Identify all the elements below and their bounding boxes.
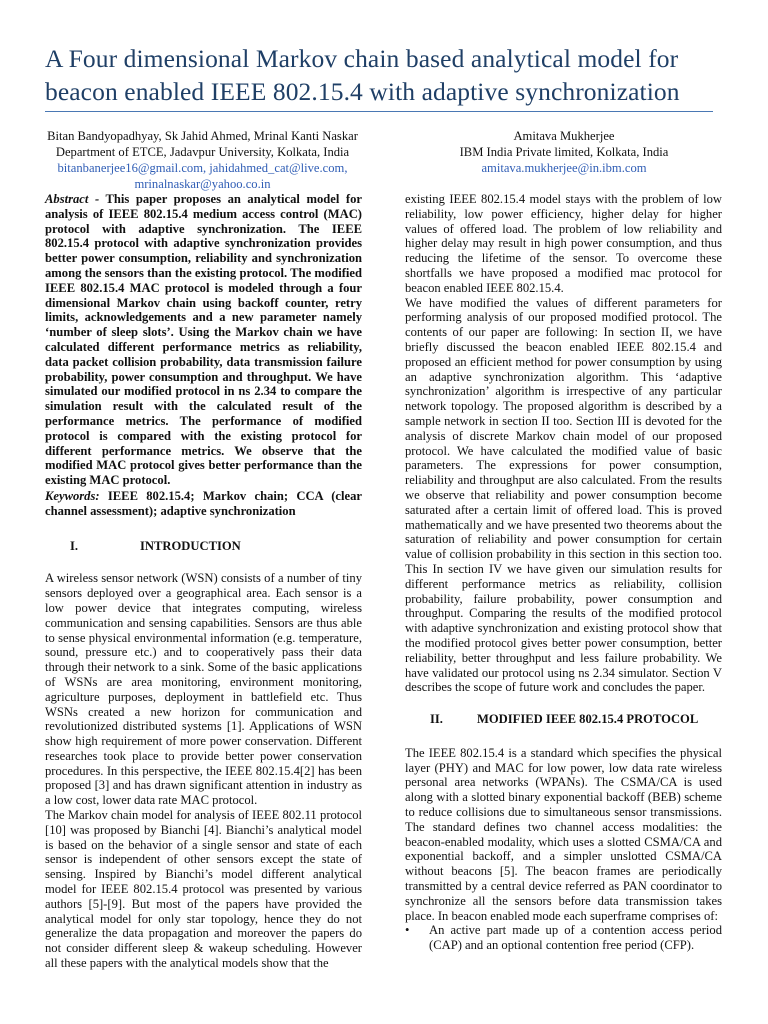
- author-affiliation: IBM India Private limited, Kolkata, India: [459, 145, 669, 159]
- intro-paragraph-3: existing IEEE 802.15.4 model stays with the problem of low reliability, low power efficiency, higher delay for higher values of offered load. The problem of low reliability and higher delay may result in high power consumption, and thus reducing the lifetime of the sensor. To overcome these shortfalls we have proposed a modified mac protocol for beacon enabled IEEE 802.15.4.: [405, 192, 722, 295]
- section-title: MODIFIED IEEE 802.15.4 PROTOCOL: [477, 712, 699, 727]
- paper-title: A Four dimensional Markov chain based analytical model for beacon enabled IEEE 802.15.4 with adaptive synchronization: [45, 44, 680, 106]
- list-item-text: An active part made up of a contention access period (CAP) and an optional contention free period (CFP).: [429, 923, 722, 953]
- author-emails-line1[interactable]: bitanbanerjee16@gmail.com, jahidahmed_cat@live.com,: [57, 161, 348, 175]
- intro-paragraph-2: The Markov chain model for analysis of IEEE 802.11 protocol [10] was proposed by Bianchi [4]. Bianchi’s analytical model is based on the behavior of a single sensor and state of each sensor is independent of other sensors except the state of sensing. Inspired by Bianchi’s model different analytical model for IEEE 802.15.4 protocol was presented by various authors [5]-[9]. But most of the papers have provided the analytical model for only star topology, hence they do not generalize the data propagation and moreover the papers do not consider different sleep & wakeup scheduling. However all these papers with the analytical models show that the: [45, 808, 362, 971]
- section-heading-introduction: [45, 539, 362, 554]
- abstract-lead: Abstract -: [45, 192, 100, 206]
- section-number: II.: [430, 712, 443, 727]
- author-email[interactable]: amitava.mukherjee@in.ibm.com: [481, 161, 647, 175]
- author-block-left: [45, 128, 360, 192]
- author-block-right: [400, 128, 728, 176]
- intro-paragraph-4: We have modified the values of different parameters for performing analysis of our proposed modified protocol. The contents of our paper are following: In section II, we have briefly discussed the beacon enabled IEEE 802.15.4 and proposed an efficient method for power consumption by using an adaptive synchronization algorithm. This ‘adaptive synchronization’ algorithm is irrespective of any particular network topology. The proposed algorithm is described by a sample network in section II too. Section III is devoted for the analysis of discrete Markov chain model of our proposed protocol. We have calculated the modified value of basic parameters. The expressions for power consumption, reliability and throughput are also calculated. From the results we observe that reliability and power consumption become saturated after a certain limit of offered load. This is proved mathematically and we have presented two theorems about the saturation of reliability and power consumption for certain value of collision probability in this section in this section too. This In section IV we have given our simulation results for different performance metrics as reliability, collision probability, failure probability, power consumption and throughput. Comparing the results of the modified protocol with adaptive synchronization and existing protocol show that the modified protocol gives better power consumption, better reliability, better throughput and less failure probability. We have validated our protocol using ns 2.34 simulator. Section V describes the scope of future work and concludes the paper.: [405, 295, 722, 695]
- protocol-paragraph-1: The IEEE 802.15.4 is a standard which specifies the physical layer (PHY) and MAC for low power, low data rate wireless personal area networks (WPANs). The CSMA/CA is used along with a slotted binary exponential backoff (BEB) scheme to reduce collisions due to simultaneous sensor transmissions. The standard defines two channel access modalities: the beacon-enabled modality, which uses a slotted CSMA/CA and exponential backoff, and a simpler unslotted CSMA/CA without beacons [5]. The beacon frames are periodically transmitted by a central device referred as PAN coordinator to synchronize all the sensors before data transmission takes place. In beacon enabled mode each superframe comprises of:: [405, 745, 722, 923]
- bullet-icon: •: [405, 923, 410, 938]
- section-title: INTRODUCTION: [140, 538, 241, 553]
- right-column: [405, 192, 722, 953]
- list-item: [405, 923, 722, 953]
- abstract-body: This paper proposes an analytical model for analysis of IEEE 802.15.4 medium access control (MAC) protocol with adaptive synchronization. The IEEE 802.15.4 protocol with adaptive synchronization provides better power consumption, reliability and synchronization among the sensors than the existing protocol. The modified IEEE 802.15.4 MAC protocol is modeled through a four dimensional Markov chain using backoff counter, retry limits, acknowledgements and a new parameter namely ‘number of sleep slots’. Using the Markov chain we have calculated different performance metrics as reliability, data packet collision probability, data transmission failure probability, power consumption and throughput. We have simulated our modified protocol in ns 2.34 to compare the simulation result with the calculated result of the performance metrics. The performance of modified protocol is compared with the existing protocol for different performance metrics. We observe that the modified MAC protocol gives better performance than the existing MAC protocol.: [45, 192, 362, 488]
- keywords-body: IEEE 802.15.4; Markov chain; CCA (clear channel assessment); adaptive synchronization: [45, 488, 362, 518]
- section-heading-modified-protocol: [405, 712, 722, 727]
- author-names: Bitan Bandyopadhyay, Sk Jahid Ahmed, Mrinal Kanti Naskar: [47, 129, 358, 143]
- intro-paragraph-1: A wireless sensor network (WSN) consists of a number of tiny sensors deployed over a geographical area. Each sensor is a low power device that integrates computing, wireless communication and sensing capabilities. Sensors are thus able to sense physical environmental information (e.g. temperature, sound, pressure etc.) and to cooperatively pass their data through their network to a sink. Some of the basic applications of WSNs are area monitoring, environment monitoring, agriculture purposes, deployment in battlefield etc. Thus WSNs created a new horizon for communication and revolutionized distributed systems [1]. Applications of WSN show high requirement of more power conservation. Different researches took place to provide better power conservation procedures. In this perspective, the IEEE 802.15.4[2] has been proposed [3] and has drawn significant attention in industry as a low cost, lower data rate MAC protocol.: [45, 571, 362, 808]
- author-emails-line2[interactable]: mrinalnaskar@yahoo.co.in: [134, 177, 271, 191]
- keywords-lead: Keywords:: [45, 488, 100, 503]
- author-affiliation: Department of ETCE, Jadavpur University, Kolkata, India: [55, 145, 350, 159]
- title-divider: [45, 111, 713, 112]
- keywords: [45, 489, 362, 519]
- abstract: [45, 192, 362, 488]
- section-number: I.: [70, 538, 79, 553]
- author-names: Amitava Mukherjee: [513, 129, 615, 143]
- left-column: [45, 192, 362, 971]
